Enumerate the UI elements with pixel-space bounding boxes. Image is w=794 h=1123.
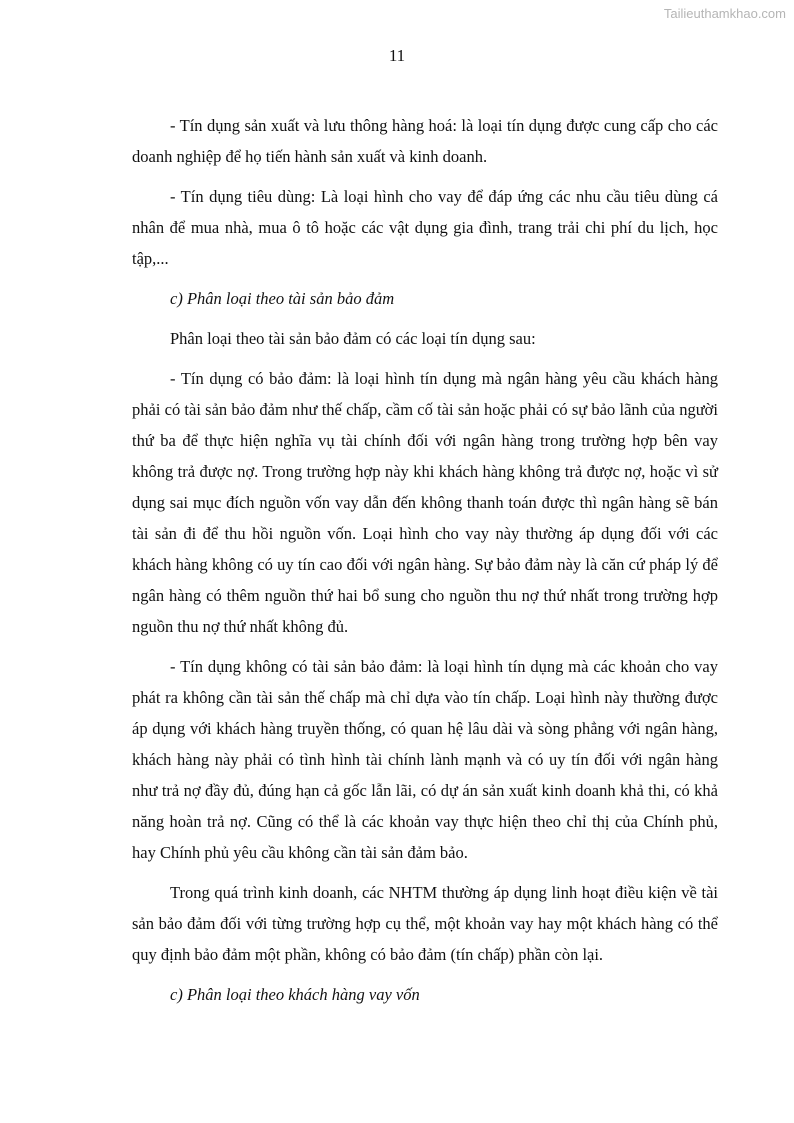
section-heading-tai-san-bao-dam: c) Phân loại theo tài sản bảo đảm <box>170 289 395 308</box>
paragraph-intro-tai-san-bao-dam: Phân loại theo tài sản bảo đảm có các loại tín dụng sau: <box>170 329 536 348</box>
watermark: Tailieuthamkhao.com <box>663 6 786 21</box>
page-number: 11 <box>388 46 406 65</box>
paragraph-tin-dung-san-xuat: - Tín dụng sản xuất và lưu thông hàng hoá: là loại tín dụng được cung cấp cho các doanh nghiệp để họ tiến hành sản xuất và kinh doanh. <box>132 116 718 166</box>
document-body <box>132 110 718 1019</box>
paragraph-tin-dung-co-bao-dam: - Tín dụng có bảo đảm: là loại hình tín dụng mà ngân hàng yêu cầu khách hàng phải có tài sản bảo đảm như thế chấp, cầm cố tài sản hoặc phải có sự bảo lãnh của người thứ ba để thực hiện nghĩa vụ tài chính đối với ngân hàng trong trường hợp bên vay không trả được nợ. Trong trường hợp này khi khách hàng không trả được nợ, hoặc vì sử dụng sai mục đích nguồn vốn vay dẫn đến không thanh toán được thì ngân hàng sẽ bán tài sản đi để thu hồi nguồn vốn. Loại hình cho vay này thường áp dụng đối với các khách hàng không có uy tín cao đối với ngân hàng. Sự bảo đảm này là căn cứ pháp lý để ngân hàng có thêm nguồn thứ hai bổ sung cho nguồn thu nợ thứ nhất trong trường hợp nguồn thu nợ thứ nhất không đủ. <box>132 369 718 636</box>
paragraph-tin-dung-khong-bao-dam: - Tín dụng không có tài sản bảo đảm: là loại hình tín dụng mà các khoản cho vay phát ra không cần tài sản thế chấp mà chỉ dựa vào tín chấp. Loại hình này thường được áp dụng với khách hàng truyền thống, có quan hệ lâu dài và sòng phẳng với ngân hàng, khách hàng này phải có tình hình tài chính lành mạnh và có uy tín đối với ngân hàng như trả nợ đầy đủ, đúng hạn cả gốc lẫn lãi, có dự án sản xuất kinh doanh khả thi, có khả năng hoàn trả nợ. Cũng có thể là các khoản vay thực hiện theo chỉ thị của Chính phủ, hay Chính phủ yêu cầu không cần tài sản đảm bảo. <box>132 657 718 862</box>
section-heading-khach-hang-vay-von: c) Phân loại theo khách hàng vay vốn <box>170 985 420 1004</box>
paragraph-qua-trinh-kinh-doanh: Trong quá trình kinh doanh, các NHTM thường áp dụng linh hoạt điều kiện về tài sản bảo đảm đối với từng trường hợp cụ thể, một khoản vay hay một khách hàng có thể quy định bảo đảm một phần, không có bảo đảm (tín chấp) phần còn lại. <box>132 883 718 964</box>
paragraph-tin-dung-tieu-dung: - Tín dụng tiêu dùng: Là loại hình cho vay để đáp ứng các nhu cầu tiêu dùng cá nhân để mua nhà, mua ô tô hoặc các vật dụng gia đình, trang trải chi phí du lịch, học tập,... <box>132 187 718 268</box>
